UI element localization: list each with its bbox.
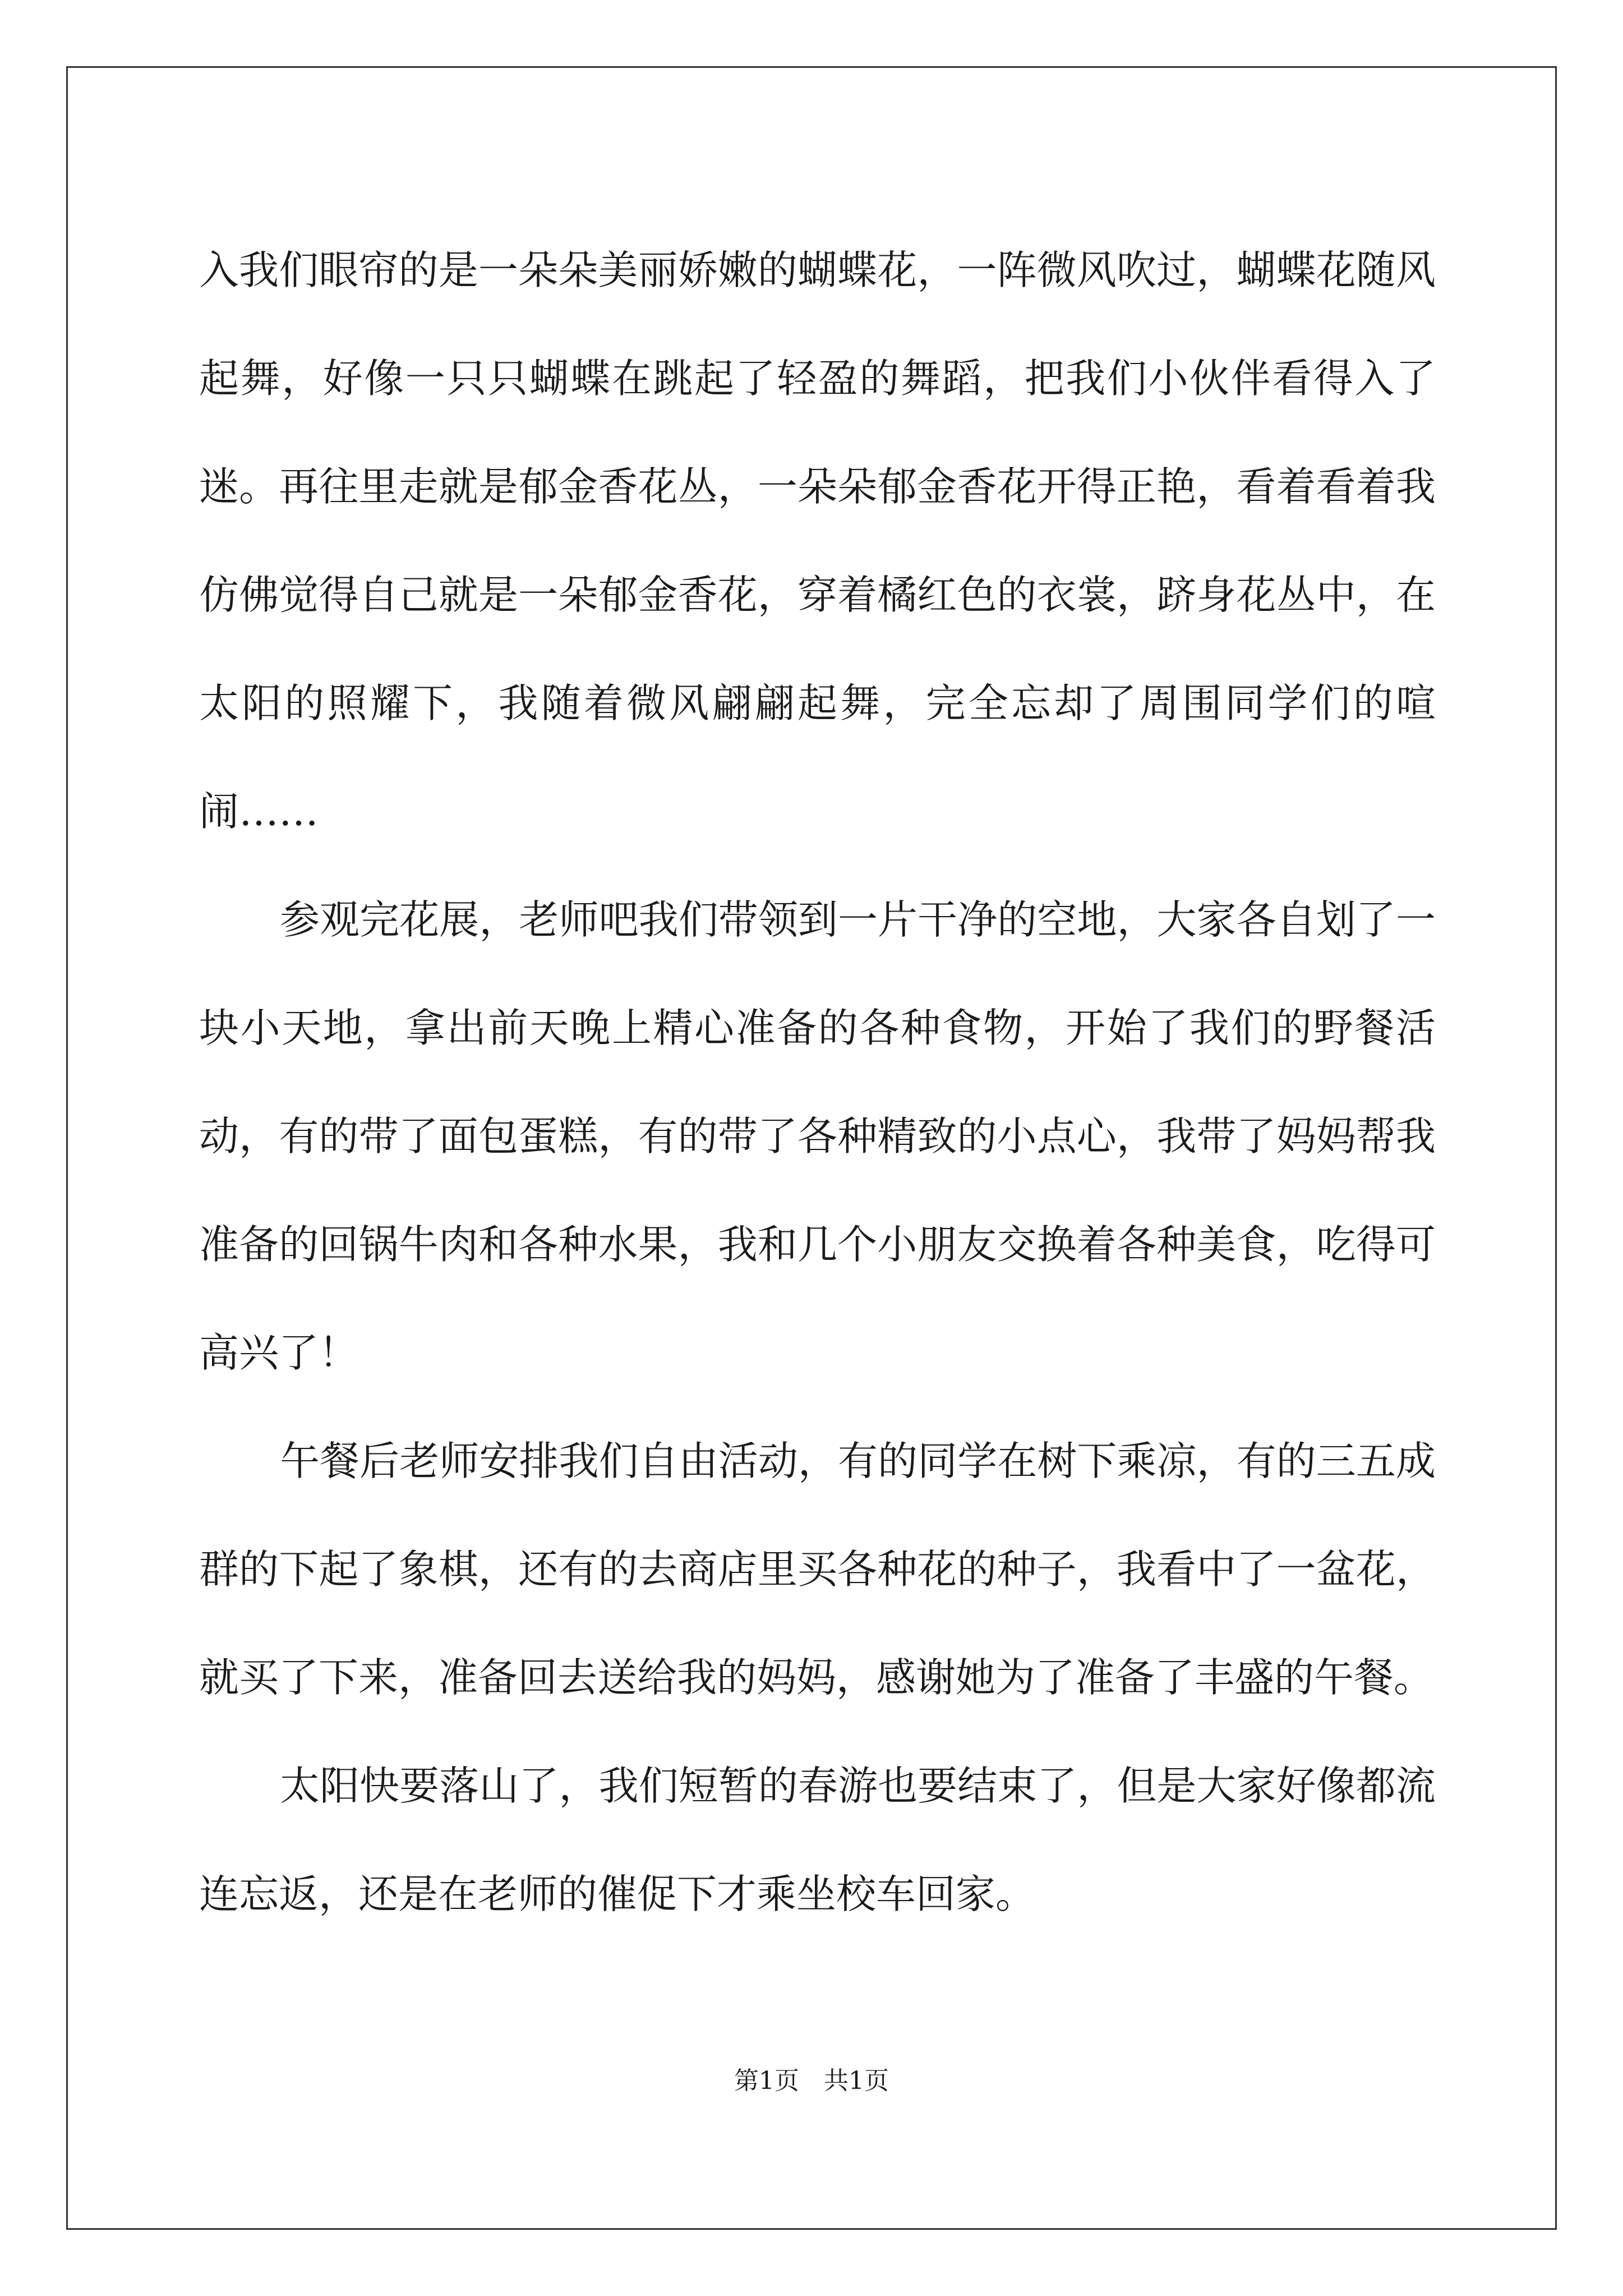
paragraph-4: 太阳快要落山了，我们短暂的春游也要结束了，但是大家好像都流连忘返，还是在老师的催促下才乘坐校车回家。 bbox=[199, 1763, 1436, 1917]
paragraph-2: 参观完花展，老师吧我们带领到一片干净的空地，大家各自划了一块小天地，拿出前天晚上精心准备的各种食物，开始了我们的野餐活动，有的带了面包蛋糕，有的带了各种精致的小点心，我带了妈妈帮我准备的回锅牛肉和各种水果，我和几个小朋友交换着各种美食，吃得可高兴了！ bbox=[199, 896, 1436, 1376]
paragraph-3: 午餐后老师安排我们自由活动，有的同学在树下乘凉，有的三五成群的下起了象棋，还有的去商店里买各种花的种子，我看中了一盆花，就买了下来，准备回去送给我的妈妈，感谢她为了准备了丰盛的午餐。 bbox=[199, 1438, 1436, 1701]
paragraph-1: 入我们眼帘的是一朵朵美丽娇嫩的蝴蝶花，一阵微风吹过，蝴蝶花随风起舞，好像一只只蝴蝶在跳起了轻盈的舞蹈，把我们小伙伴看得入了迷。再往里走就是郁金香花丛，一朵朵郁金香花开得正艳，看着看着我仿佛觉得自己就是一朵郁金香花，穿着橘红色的衣裳，跻身花丛中，在太阳的照耀下，我随着微风翩翩起舞，完全忘却了周围同学们的喧闹…… bbox=[199, 247, 1436, 835]
document-body bbox=[199, 216, 1436, 1948]
page-number-total: 共1页 bbox=[824, 2067, 889, 2095]
page-footer bbox=[0, 2064, 1623, 2098]
page-number-current: 第1页 bbox=[734, 2067, 799, 2095]
